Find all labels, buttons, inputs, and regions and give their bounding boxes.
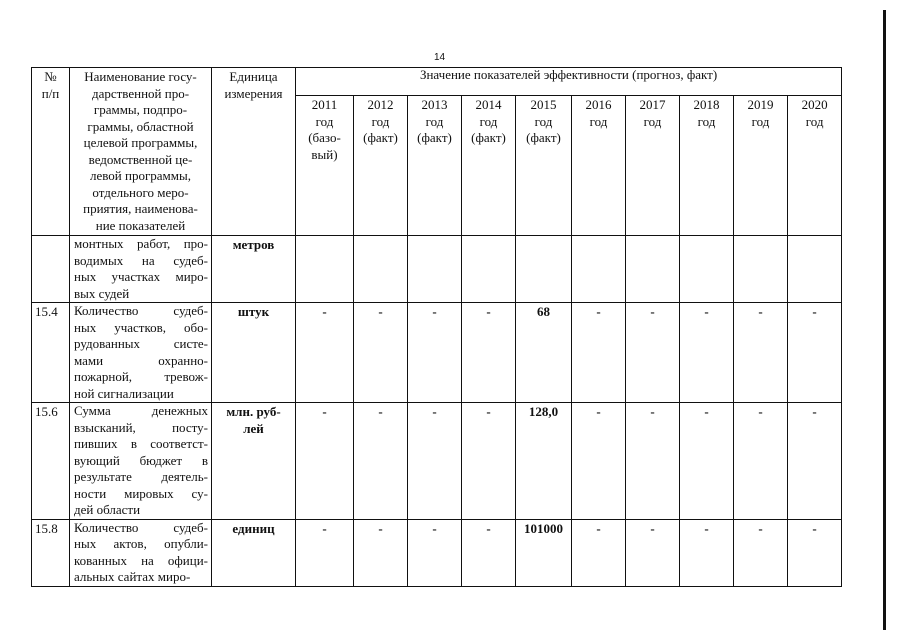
header-year: 2013 год (факт) bbox=[408, 96, 462, 236]
row-value bbox=[516, 236, 572, 303]
page-number: 14 bbox=[434, 52, 446, 63]
row-value: - bbox=[354, 303, 408, 403]
row-num bbox=[32, 236, 70, 303]
header-row bbox=[32, 68, 842, 96]
header-unit: Единица измерения bbox=[212, 68, 296, 236]
row-value: - bbox=[408, 303, 462, 403]
row-value: - bbox=[572, 303, 626, 403]
row-num: 15.6 bbox=[32, 403, 70, 520]
row-value: - bbox=[408, 519, 462, 586]
row-num: 15.8 bbox=[32, 519, 70, 586]
row-value: - bbox=[680, 303, 734, 403]
row-value: - bbox=[734, 303, 788, 403]
row-value: - bbox=[296, 403, 354, 520]
row-value bbox=[572, 236, 626, 303]
row-value bbox=[788, 236, 842, 303]
row-value bbox=[462, 236, 516, 303]
header-year: 2015 год (факт) bbox=[516, 96, 572, 236]
row-value: - bbox=[734, 403, 788, 520]
row-value: - bbox=[788, 303, 842, 403]
table-row bbox=[32, 303, 842, 403]
row-unit: единиц bbox=[212, 519, 296, 586]
header-year: 2016 год bbox=[572, 96, 626, 236]
row-value: - bbox=[626, 403, 680, 520]
header-year: 2012 год (факт) bbox=[354, 96, 408, 236]
row-name: монтных работ, про- водимых на судеб- ных участках миро- вых судей bbox=[70, 236, 212, 303]
row-value: - bbox=[296, 303, 354, 403]
row-value: - bbox=[626, 519, 680, 586]
row-value bbox=[680, 236, 734, 303]
row-value: 68 bbox=[516, 303, 572, 403]
row-name: Количество судеб- ных актов, опубли- кованных на офици- альных сайтах миро- bbox=[70, 519, 212, 586]
header-year: 2017 год bbox=[626, 96, 680, 236]
row-value: - bbox=[462, 303, 516, 403]
row-value bbox=[408, 236, 462, 303]
row-value: 101000 bbox=[516, 519, 572, 586]
row-value: 128,0 bbox=[516, 403, 572, 520]
row-value: - bbox=[626, 303, 680, 403]
row-name: Сумма денежных взысканий, посту- пивших в соответст- вующий бюджет в результате деятель- ности мировых су- дей области bbox=[70, 403, 212, 520]
row-value: - bbox=[788, 403, 842, 520]
row-value: - bbox=[572, 519, 626, 586]
row-unit: млн. руб- лей bbox=[212, 403, 296, 520]
header-name: Наименование госу- дарственной про- граммы, подпро- граммы, областной целевой программы, ведомственной це- левой программы, отдельного меро- приятия, наименова- ние показателей bbox=[70, 68, 212, 236]
row-value: - bbox=[296, 519, 354, 586]
row-value: - bbox=[462, 519, 516, 586]
header-year: 2018 год bbox=[680, 96, 734, 236]
header-year: 2014 год (факт) bbox=[462, 96, 516, 236]
row-value: - bbox=[462, 403, 516, 520]
header-year: 2011 год (базо- вый) bbox=[296, 96, 354, 236]
row-unit: штук bbox=[212, 303, 296, 403]
row-unit: метров bbox=[212, 236, 296, 303]
row-value: - bbox=[680, 403, 734, 520]
table-row bbox=[32, 403, 842, 520]
row-value: - bbox=[734, 519, 788, 586]
page-edge-line bbox=[883, 10, 886, 630]
indicators-table bbox=[31, 67, 842, 587]
table-row bbox=[32, 519, 842, 586]
header-num: № п/п bbox=[32, 68, 70, 236]
row-value: - bbox=[354, 519, 408, 586]
header-group: Значение показателей эффективности (прогноз, факт) bbox=[296, 68, 842, 96]
header-year: 2019 год bbox=[734, 96, 788, 236]
row-value: - bbox=[788, 519, 842, 586]
row-value: - bbox=[408, 403, 462, 520]
row-value bbox=[734, 236, 788, 303]
row-value bbox=[354, 236, 408, 303]
row-value bbox=[296, 236, 354, 303]
row-value bbox=[626, 236, 680, 303]
row-value: - bbox=[354, 403, 408, 520]
row-name: Количество судеб- ных участков, обо- рудованных систе- мами охранно- пожарной, тревож- ной сигнализации bbox=[70, 303, 212, 403]
row-num: 15.4 bbox=[32, 303, 70, 403]
row-value: - bbox=[572, 403, 626, 520]
row-value: - bbox=[680, 519, 734, 586]
table-row bbox=[32, 236, 842, 303]
header-year: 2020 год bbox=[788, 96, 842, 236]
